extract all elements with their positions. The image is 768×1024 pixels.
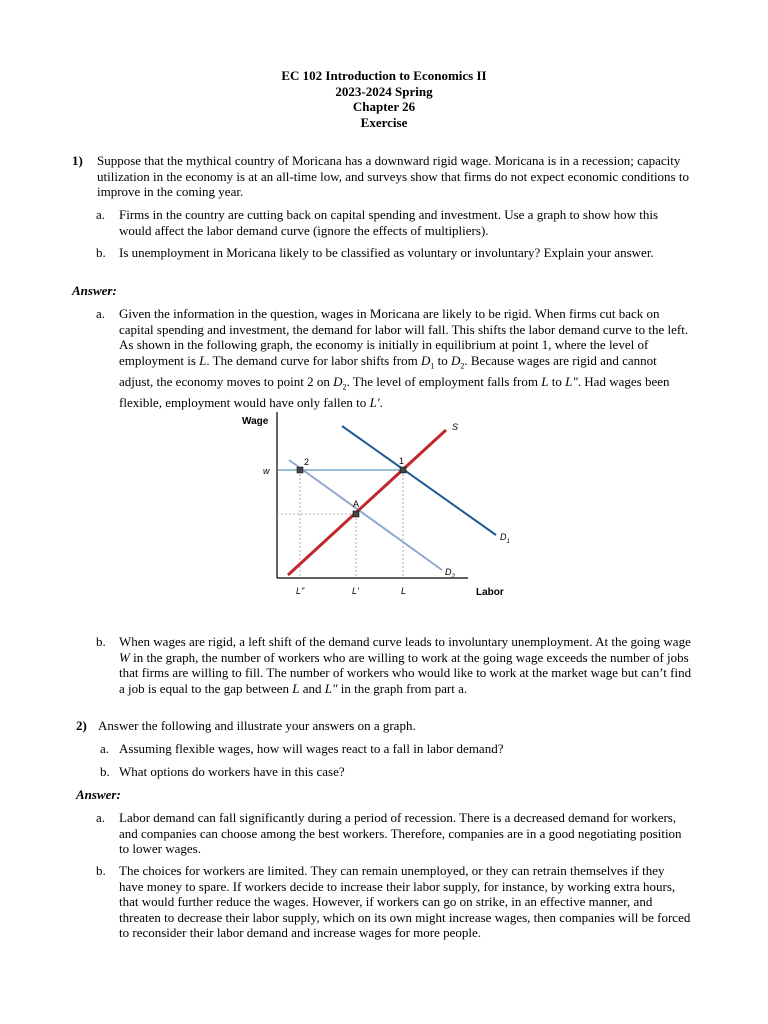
answer-text: Labor demand can fall significantly during a period of recession. There is a decreased demand for workers, and companies can choose among the best workers. Therefore, companies are in a good negotiating position to lower wages.	[119, 810, 682, 856]
demand2-subscript: 2	[451, 574, 455, 580]
answer-text: When wages are rigid, a left shift of the demand curve leads to involuntary unemployment. At the going wage W in the graph, the number of workers who are willing to work at the going wage exceeds the number of jobs that firms are willing to fill. The number of workers who would like to work at the market wage but can’t find a job is equal to the gap between L and L" in the graph from part a.	[119, 634, 692, 696]
question-2	[76, 718, 696, 734]
demand1-label	[500, 532, 510, 545]
item-label: a.	[96, 810, 106, 825]
x-tick-l-prime: L'	[352, 586, 359, 596]
item-label: a.	[96, 207, 106, 222]
point-1-marker	[400, 467, 406, 473]
answer-text: Given the information in the question, wages in Moricana are likely to be rigid. When firms cut back on capital spending and investment, the demand for labor will fall. This shifts the labor demand curve to the left. As shown in the following graph, the economy is initially in equilibrium at point 1, where the level of employment is L. The demand curve for labor shifts from $D_1$ to $D_2$. Because wages are rigid and cannot adjust, the economy moves to point 2 on $D_2$. The level of employment falls from L to L". Had wages been flexible, employment would have only fallen to L'.	[119, 306, 689, 410]
item-label: b.	[100, 764, 110, 779]
labor-market-graph	[232, 404, 528, 604]
answer-1b	[96, 634, 692, 696]
question-1a	[96, 207, 692, 238]
y-axis-label: Wage	[242, 416, 269, 427]
demand-curve-d1	[342, 426, 496, 535]
question-number: 2)	[76, 718, 87, 733]
point-1-label: 1	[399, 456, 405, 466]
item-label: b.	[96, 634, 106, 649]
answer-label: Answer:	[76, 787, 121, 802]
question-2b	[96, 764, 692, 780]
point-2-label: 2	[304, 457, 310, 467]
demand1-subscript: 1	[506, 539, 510, 545]
item-text: Firms in the country are cutting back on capital spending and investment. Use a graph to show how this would affect the labor demand curve (ignore the effects of multipliers).	[119, 207, 659, 238]
demand2-letter: D	[445, 567, 452, 577]
item-label: a.	[96, 306, 106, 321]
term: 2023-2024 Spring	[335, 83, 433, 99]
answer-1a	[96, 306, 692, 410]
chapter-title: Chapter 26	[352, 99, 416, 114]
wage-level-label: w	[263, 466, 270, 476]
answer-2b	[96, 863, 692, 941]
item-label: b.	[96, 245, 106, 260]
item-label: b.	[96, 863, 106, 878]
question-text: Suppose that the mythical country of Moricana has a downward rigid wage. Moricana is in a recession; capacity utilization in the economy is at an all-time low, and surveys show that firms do not expect economic conditions to improve in the coming year.	[97, 153, 689, 199]
supply-curve	[288, 430, 446, 575]
question-2a	[96, 741, 692, 757]
answer-2a	[96, 810, 692, 857]
item-text: Is unemployment in Moricana likely to be classified as voluntary or involuntary? Explain your answer.	[119, 245, 654, 260]
document-header	[0, 68, 768, 130]
point-A-label: A	[353, 499, 360, 509]
question-text: Answer the following and illustrate your answers on a graph.	[98, 718, 416, 733]
exercise-title: Exercise	[360, 114, 408, 130]
question-1	[72, 153, 692, 200]
answer-text: The choices for workers are limited. They can remain unemployed, or they can retrain themselves if they have money to spare. If workers decide to increase their labor supply, for instance, by working extra hours, that would further reduce the wages. However, if workers can go on strike, in an effective manner, and threaten to decrease their labor supply, which on its own might increase wages, then companies will be forced to reconsider their labor demand and increase wages for more people.	[119, 863, 691, 940]
supply-label: S	[452, 422, 459, 432]
x-tick-l: L	[401, 586, 407, 596]
item-text: Assuming flexible wages, how will wages react to a fall in labor demand?	[119, 741, 504, 756]
course-title: EC 102 Introduction to Economics II	[281, 68, 487, 83]
point-A-marker	[353, 511, 359, 517]
question-number: 1)	[72, 153, 83, 168]
question-1b	[96, 245, 692, 261]
item-text: What options do workers have in this case?	[119, 764, 345, 779]
demand1-letter: D	[500, 532, 507, 542]
x-tick-l-double-prime: L"	[296, 586, 305, 596]
item-label: a.	[100, 741, 110, 756]
point-2-marker	[297, 467, 303, 473]
answer-label: Answer:	[72, 283, 117, 298]
x-axis-label: Labor	[476, 587, 504, 598]
